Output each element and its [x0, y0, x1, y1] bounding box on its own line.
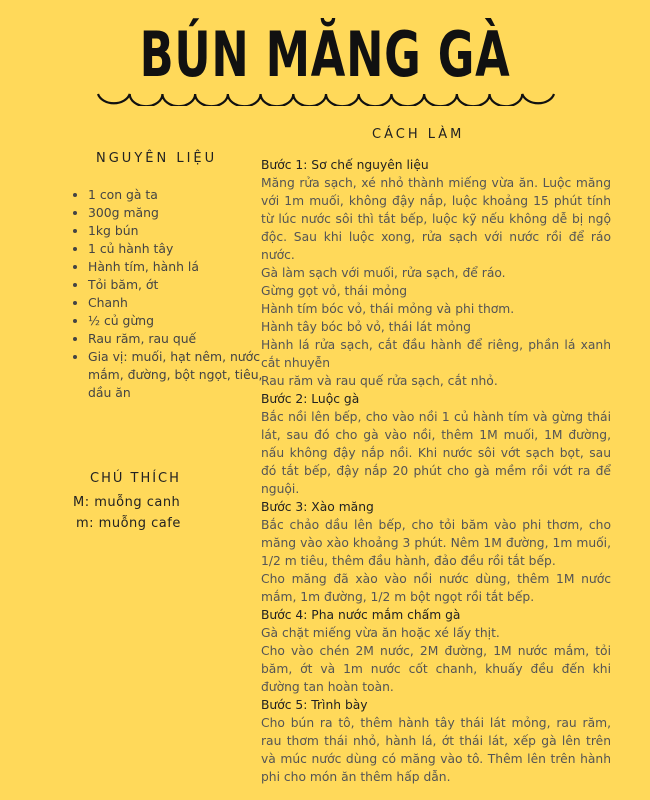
ingredient-item: • 1 con gà ta [88, 186, 268, 204]
ingredient-item: • Hành tím, hành lá [88, 258, 268, 276]
ingredient-item: • ½ củ gừng [88, 312, 268, 330]
step-paragraph: Gà chặt miếng vừa ăn hoặc xé lấy thịt. [261, 626, 500, 640]
step-title: Bước 1: Sơ chế nguyên liệu [261, 158, 429, 172]
step-paragraph: Rau răm và rau quế rửa sạch, cắt nhỏ. [261, 374, 498, 388]
step-title: Bước 5: Trình bày [261, 698, 368, 712]
step-title: Bước 2: Luộc gà [261, 392, 360, 406]
step-paragraph: Cho bún ra tô, thêm hành tây thái lát mỏng, rau răm, rau thơm thái nhỏ, hành lá, ớt thái lát, xếp gà lên trên và múc nước dùng có măng vào tô. Thêm lên trên hành phi cho món ăn thêm hấp dẫn. [261, 716, 611, 784]
ingredient-item: • 1 củ hành tây [88, 240, 268, 258]
step-paragraph: Cho vào chén 2M nước, 2M đường, 1M nước mắm, tỏi băm, ớt và 1m nước cốt chanh, khuấy đều đến khi đường tan hoàn toàn. [261, 644, 611, 694]
ingredients-list [68, 186, 268, 402]
step-paragraph: Gừng gọt vỏ, thái mỏng [261, 284, 408, 298]
note-item: m: muỗng cafe [76, 516, 181, 531]
step-paragraph: Bắc chảo dầu lên bếp, cho tỏi băm vào phi thơm, cho măng vào xào khoảng 3 phút. Nêm 1M đường, 1m muối, 1/2 m tiêu, thêm đầu hành, đảo đều rồi tắt bếp. [261, 518, 611, 568]
wave-divider [97, 92, 555, 106]
ingredient-item: • Tỏi băm, ớt [88, 276, 268, 294]
notes-heading: CHÚ THÍCH [90, 471, 181, 486]
page-title: BÚN MĂNG GÀ [139, 18, 511, 91]
ingredients-heading: NGUYÊN LIỆU [96, 151, 218, 166]
notes-list [73, 492, 253, 534]
ingredient-item: • Gia vị: muối, hạt nêm, nước mắm, đường, bột ngọt, tiêu, dầu ăn [88, 348, 268, 402]
step-paragraph: Hành tây bóc bỏ vỏ, thái lát mỏng [261, 320, 471, 334]
ingredient-item: • 300g măng [88, 204, 268, 222]
step-paragraph: Bắc nồi lên bếp, cho vào nồi 1 củ hành tím và gừng thái lát, sau đó cho gà vào nồi, thêm 1M muối, 1M đường, nấu không đậy nắp nồi. Khi nước sôi vớt sạch bọt, sau đó tắt bếp, đậy nắp 20 phút cho gà mềm rồi vớt ra để nguội. [261, 410, 611, 496]
step-title: Bước 3: Xào măng [261, 500, 374, 514]
note-item: M: muỗng canh [73, 495, 181, 510]
step-paragraph: Gà làm sạch với muối, rửa sạch, để ráo. [261, 266, 506, 280]
ingredient-item: • Rau răm, rau quế [88, 330, 268, 348]
ingredient-item: • 1kg bún [88, 222, 268, 240]
step-paragraph: Măng rửa sạch, xé nhỏ thành miếng vừa ăn. Luộc măng với 1m muối, không đậy nắp, luộc khoảng 15 phút tính từ lúc nước sôi thì tắt bếp, luộc kỹ nếu không dễ bị ngộ độc. Sau khi luộc xong, rửa sạch với nước rồi để ráo nước. [261, 176, 611, 262]
step-title: Bước 4: Pha nước mắm chấm gà [261, 608, 461, 622]
ingredient-item: • Chanh [88, 294, 268, 312]
step-paragraph: Cho măng đã xào vào nồi nước dùng, thêm 1M nước mắm, 1m đường, 1/2 m bột ngọt rồi tắt bếp. [261, 572, 611, 604]
steps-section [261, 156, 611, 786]
step-paragraph: Hành tím bóc vỏ, thái mỏng và phi thơm. [261, 302, 515, 316]
method-heading: CÁCH LÀM [372, 127, 465, 142]
step-paragraph: Hành lá rửa sạch, cắt đầu hành để riêng, phần lá xanh cắt nhuyễn [261, 338, 611, 370]
